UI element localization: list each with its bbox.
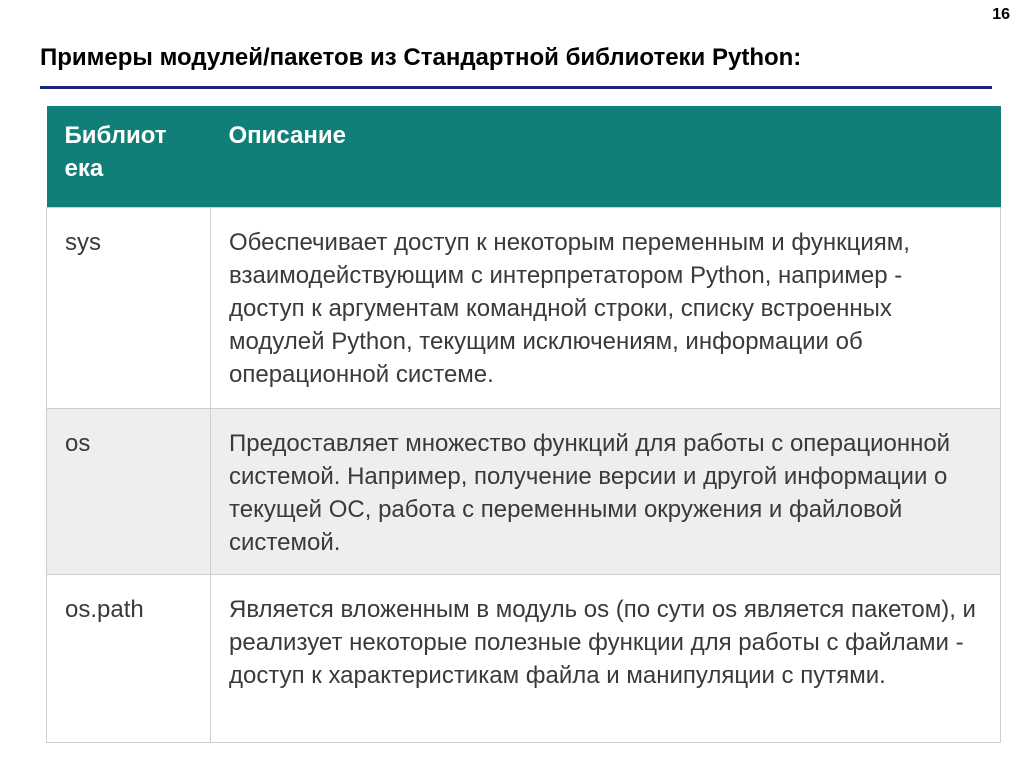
page-number: 16 [992,6,1010,23]
slide-title: Примеры модулей/пакетов из Стандартной библиотеки Python: [40,44,802,71]
modules-table [46,106,1001,743]
cell-description: Является вложенным в модуль os (по сути os является пакетом), и реализует некоторые полезные функции для работы с файлами - доступ к характеристикам файла и манипуляции с путями. [211,574,1001,742]
cell-library: os [47,408,211,574]
cell-description: Предоставляет множество функций для работы с операционной системой. Например, получение версии и другой информации о текущей ОС, работа с переменными окружения и файловой системой. [211,408,1001,574]
header-library: Библиот ека [47,106,211,207]
header-description: Описание [211,106,1001,207]
table-row [47,408,1001,574]
table-row [47,207,1001,408]
table-row [47,574,1001,742]
title-underline [40,86,992,89]
cell-library: os.path [47,574,211,742]
table-header-row [47,106,1001,207]
cell-description: Обеспечивает доступ к некоторым переменным и функциям, взаимодействующим с интерпретатором Python, например - доступ к аргументам командной строки, списку встроенных модулей Python, текущим исключениям, информации об операционной системе. [211,207,1001,408]
cell-library: sys [47,207,211,408]
